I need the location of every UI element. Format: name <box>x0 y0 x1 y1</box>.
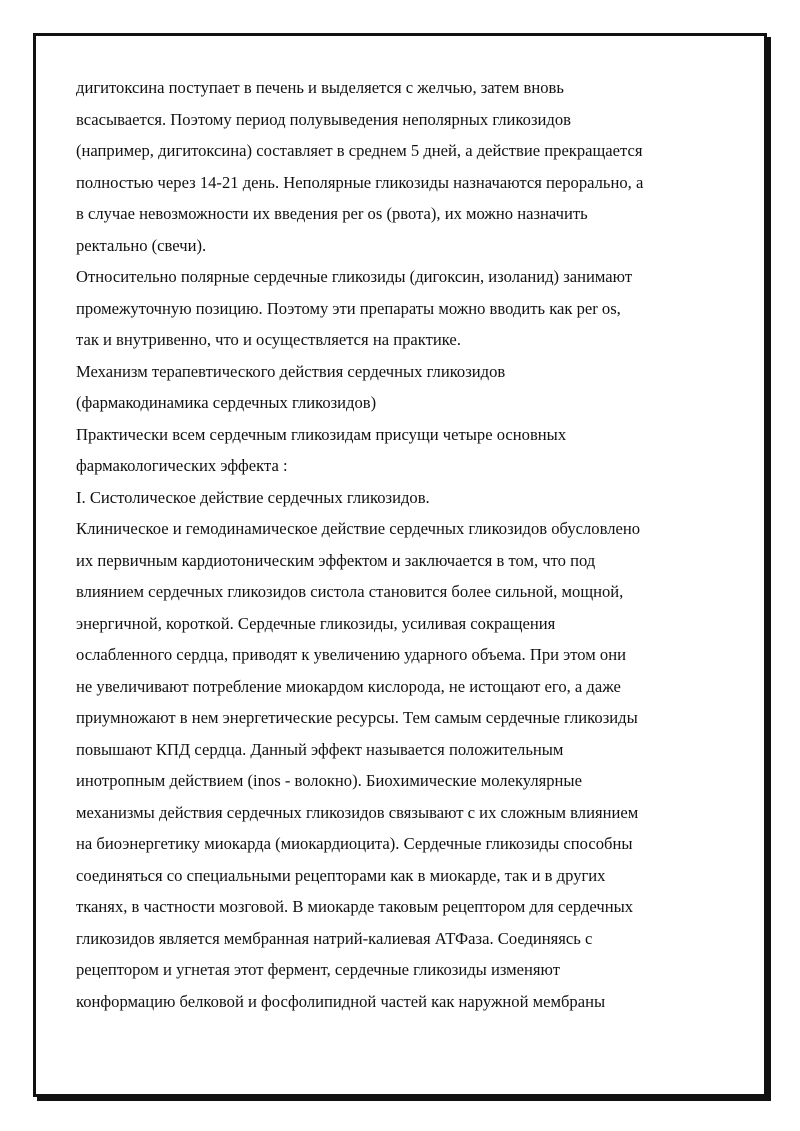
section-heading-line: Механизм терапевтического действия сердечных гликозидов <box>76 361 506 381</box>
text-line: инотропным действием (inos - волокно). Биохимические молекулярные <box>76 771 582 790</box>
text-line: энергичной, короткой. Сердечные гликозиды, усиливая сокращения <box>76 613 556 633</box>
text-line: (например, дигитоксина) составляет в среднем 5 дней, а действие прекращается <box>76 141 643 160</box>
text-line: не увеличивают потребление миокардом кислорода, не истощают его, а даже <box>76 676 621 696</box>
section-heading-line: (фармакодинамика сердечных гликозидов) <box>76 393 377 412</box>
text-line: фармакологических эффекта : <box>76 456 288 475</box>
text-line: Практически всем сердечным гликозидам присущи четыре основных <box>76 424 567 444</box>
text-line: промежуточную позицию. Поэтому эти препараты можно вводить как per os, <box>76 298 621 318</box>
text-line: ослабленного сердца, приводят к увеличению ударного объема. При этом они <box>76 645 626 664</box>
document-body <box>76 72 736 1017</box>
subsection-heading-line: I. Систолическое действие сердечных гликозидов. <box>76 487 430 507</box>
text-line: полностью через 14-21 день. Неполярные гликозиды назначаются перорально, а <box>76 172 644 192</box>
text-line: Относительно полярные сердечные гликозиды (дигоксин, изоланид) занимают <box>76 267 633 286</box>
text-line: в случае невозможности их введения per os (рвота), их можно назначить <box>76 204 588 223</box>
text-line: соединяться со специальными рецепторами как в миокарде, так и в других <box>76 865 606 885</box>
text-line: на биоэнергетику миокарда (миокардиоцита). Сердечные гликозиды способны <box>76 834 633 853</box>
text-line: приумножают в нем энергетические ресурсы. Тем самым сердечные гликозиды <box>76 708 638 727</box>
text-line: механизмы действия сердечных гликозидов связывают с их сложным влиянием <box>76 802 639 822</box>
text-line: конформацию белковой и фосфолипидной частей как наружной мембраны <box>76 991 606 1011</box>
text-line: повышают КПД сердца. Данный эффект называется положительным <box>76 739 564 759</box>
text-line: тканях, в частности мозговой. В миокарде таковым рецептором для сердечных <box>76 897 634 916</box>
text-line: их первичным кардиотоническим эффектом и заключается в том, что под <box>76 550 596 570</box>
text-line: так и внутривенно, что и осуществляется на практике. <box>76 330 461 349</box>
text-line: всасывается. Поэтому период полувыведения неполярных гликозидов <box>76 109 571 129</box>
text-line: гликозидов является мембранная натрий-калиевая АТФаза. Соединяясь с <box>76 928 593 948</box>
text-line: Клиническое и гемодинамическое действие сердечных гликозидов обусловлено <box>76 519 641 538</box>
text-line: ректально (свечи). <box>76 235 207 255</box>
text-line: рецептором и угнетая этот фермент, сердечные гликозиды изменяют <box>76 960 560 979</box>
text-line: влиянием сердечных гликозидов систола становится более сильной, мощной, <box>76 582 624 601</box>
text-line: дигитоксина поступает в печень и выделяется с желчью, затем вновь <box>76 78 564 97</box>
